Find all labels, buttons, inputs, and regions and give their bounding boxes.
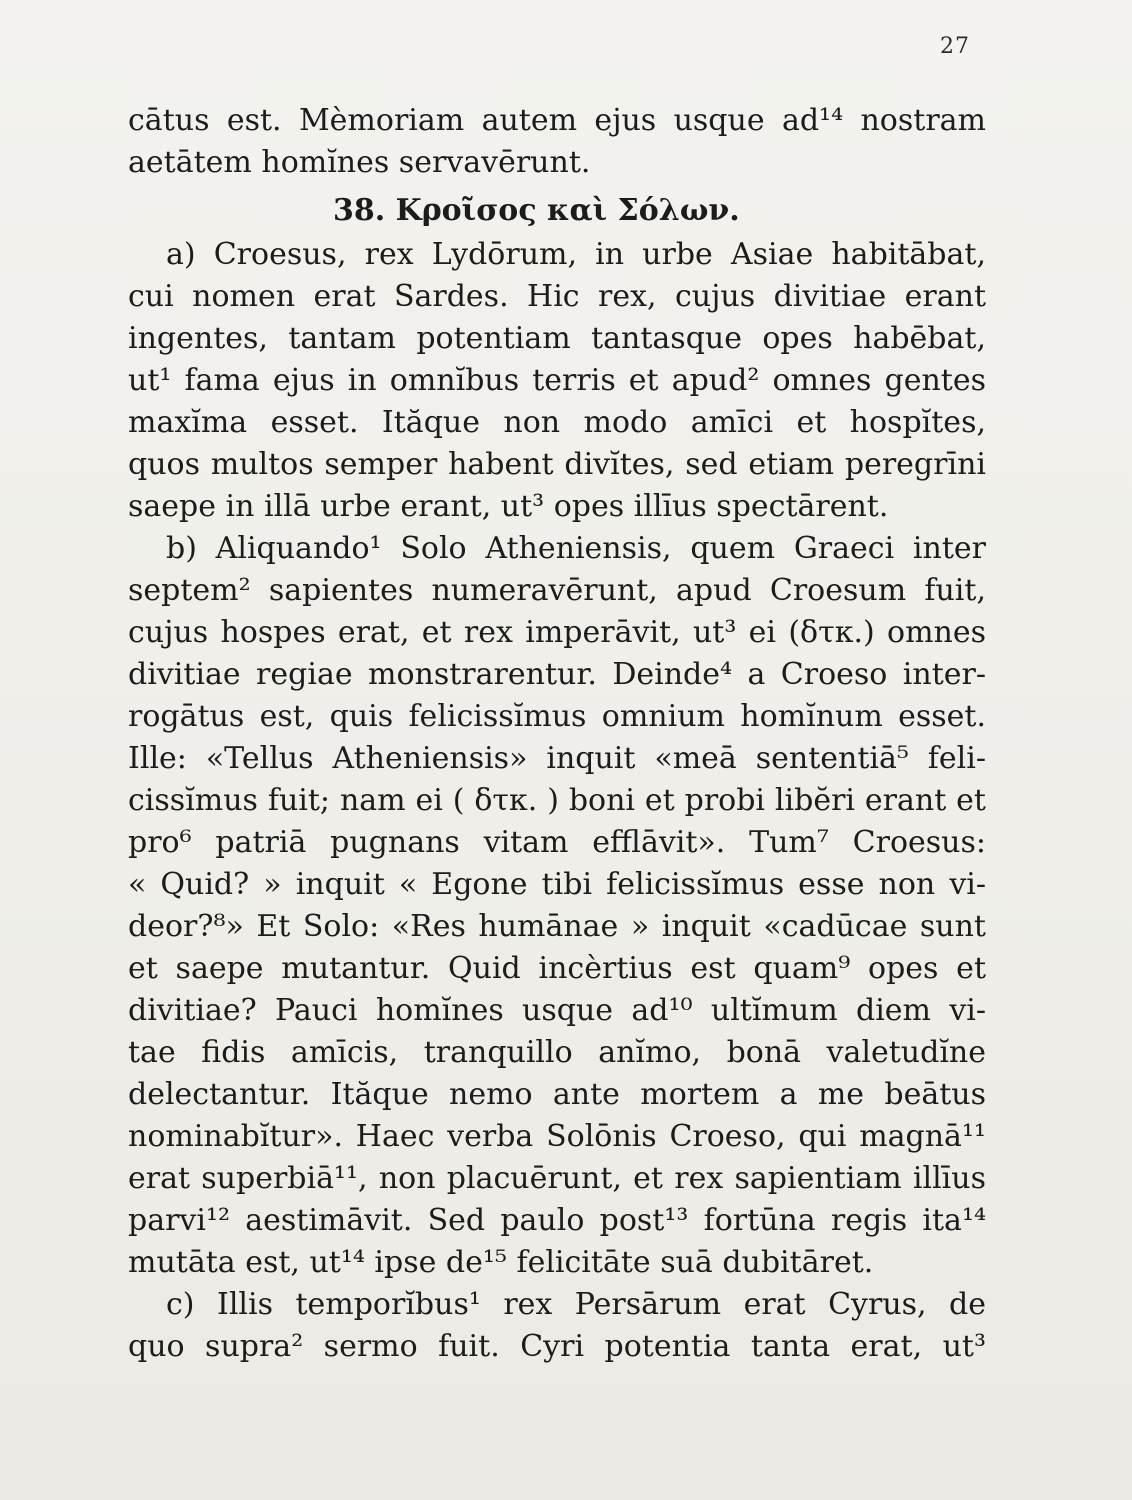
text-line: et saepe mutantur. Quid incèrtius est quam⁹ opes et: [128, 951, 986, 986]
text-line: tae fidis amīcis, tranquillo anĭmo, bonā valetudĭne: [128, 1035, 986, 1070]
text-line: delectantur. Ităque nemo ante mortem a me beātus: [128, 1077, 986, 1112]
text-line: pro⁶ patriā pugnans vitam efflāvit». Tum⁷ Croesus:: [128, 825, 986, 860]
section-heading: 38. Κροῖσος καὶ Σόλων.: [333, 193, 740, 228]
text-line: b) Aliquando¹ Solo Atheniensis, quem Graeci inter: [166, 531, 986, 566]
text-line: erat superbiā¹¹, non placuērunt, et rex sapientiam illīus: [128, 1161, 986, 1196]
text-line: saepe in illā urbe erant, ut³ opes illīus spectārent.: [128, 489, 889, 524]
intro-paragraph: [128, 100, 986, 184]
text-line: septem² sapientes numeravērunt, apud Croesum fuit,: [128, 573, 986, 608]
paragraph-b: [128, 528, 986, 1284]
text-line: c) Illis temporĭbus¹ rex Persārum erat Cyrus, de: [166, 1287, 986, 1322]
text-line: « Quid? » inquit « Egone tibi felicissĭmus esse non vi-: [128, 867, 986, 902]
page-number: 27: [940, 34, 970, 59]
text-line: nominabĭtur». Haec verba Solōnis Croeso, qui magnā¹¹: [128, 1119, 986, 1154]
text-line: mutāta est, ut¹⁴ ipse de¹⁵ felicitāte suā dubitāret.: [128, 1245, 874, 1280]
text-line: Ille: «Tellus Atheniensis» inquit «meā sententiā⁵ feli-: [128, 741, 986, 776]
text-line: a) Croesus, rex Lydōrum, in urbe Asiae habitābat,: [166, 237, 986, 272]
text-line: parvi¹² aestimāvit. Sed paulo post¹³ fortūna regis ita¹⁴: [128, 1203, 986, 1238]
text-line: deor?⁸» Et Solo: «Res humānae » inquit «cadūcae sunt: [128, 909, 986, 944]
text-line: aetātem homĭnes servavērunt.: [128, 145, 591, 180]
text-line: cui nomen erat Sardes. Hic rex, cujus divitiae erant: [128, 279, 986, 314]
text-line: cissĭmus fuit; nam ei ( δτκ. ) boni et probi libĕri erant et: [128, 783, 986, 818]
text-line: cujus hospes erat, et rex imperāvit, ut³ ei (δτκ.) omnes: [128, 615, 986, 650]
paragraph-a: [128, 234, 986, 528]
text-line: rogātus est, quis felicissĭmus omnium homĭnum esset.: [128, 699, 986, 734]
text-line: ingentes, tantam potentiam tantasque opes habēbat,: [128, 321, 986, 356]
text-line: divitiae regiae monstrarentur. Deinde⁴ a Croeso inter-: [128, 657, 986, 692]
text-line: ut¹ fama ejus in omnĭbus terris et apud² omnes gentes: [128, 363, 986, 398]
paragraph-c: [128, 1284, 986, 1368]
text-line: quo supra² sermo fuit. Cyri potentia tanta erat, ut³: [128, 1329, 986, 1364]
text-line: maxĭma esset. Ităque non modo amīci et hospĭtes,: [128, 405, 986, 440]
text-line: divitiae? Pauci homĭnes usque ad¹⁰ ultĭmum diem vi-: [128, 993, 986, 1028]
text-line: quos multos semper habent divĭtes, sed etiam peregrīni: [128, 447, 986, 482]
text-line: cātus est. Mèmoriam autem ejus usque ad¹⁴ nostram: [128, 103, 986, 138]
body-text: [128, 100, 986, 1368]
